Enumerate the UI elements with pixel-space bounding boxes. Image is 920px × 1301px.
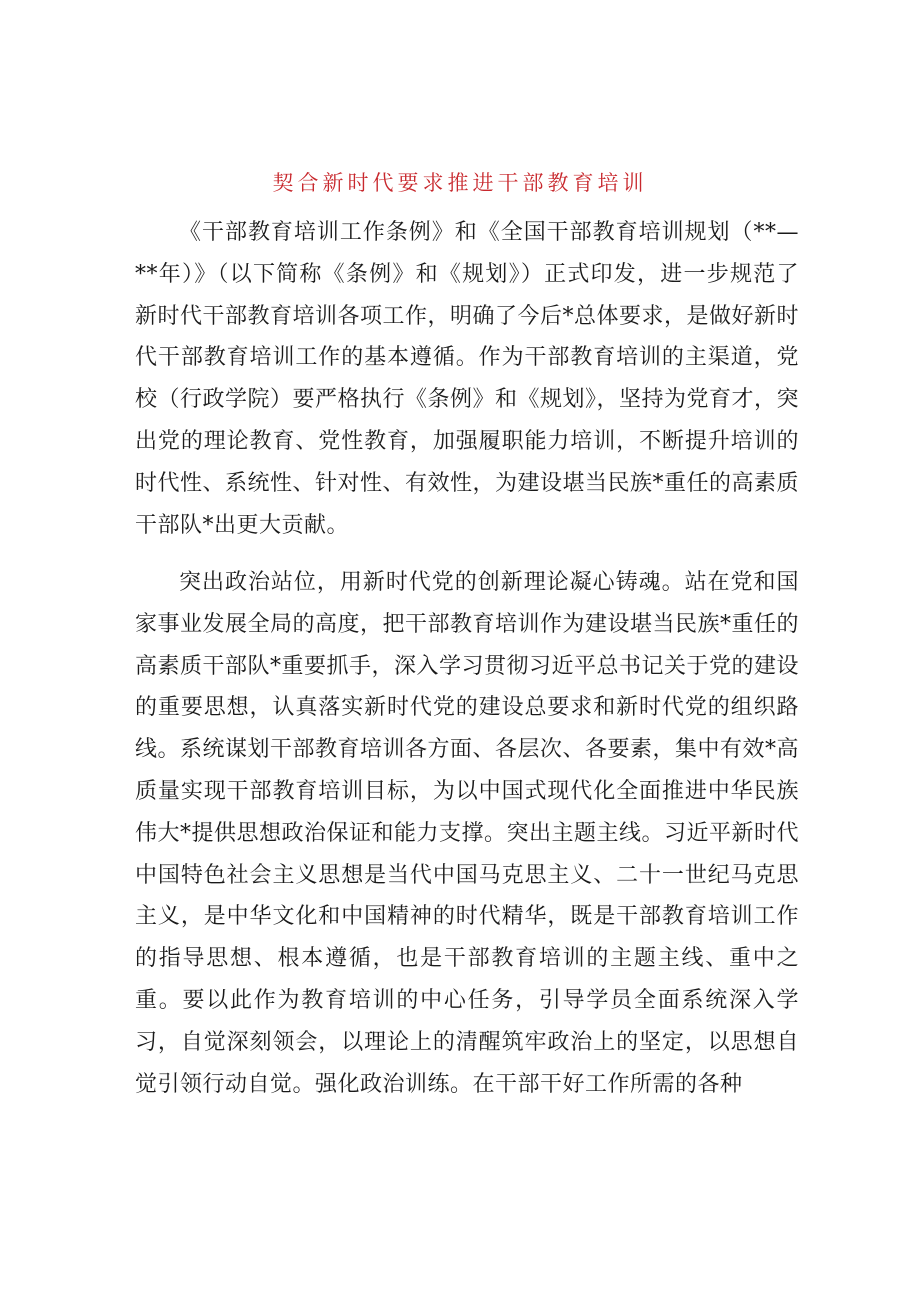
paragraph-intro: 《干部教育培训工作条例》和《全国干部教育培训规划（**—**年）》（以下简称《条例》和《规划》）正式印发，进一步规范了新时代干部教育培训各项工作，明确了今后*总体要求，是做好新时代干部教育培训工作的基本遵循。作为干部教育培训的主渠道，党校（行政学院）要严格执行《条例》和《规划》，坚持为党育才，突出党的理论教育、党性教育，加强履职能力培训，不断提升培训的时代性、系统性、针对性、有效性，为建设堪当民族*重任的高素质干部队*出更大贡献。 <box>135 220 800 538</box>
document-title: 契合新时代要求推进干部教育培训 <box>272 171 648 195</box>
paragraph-political-stance: 突出政治站位，用新时代党的创新理论凝心铸魂。站在党和国家事业发展全局的高度，把干部教育培训作为建设堪当民族*重任的高素质干部队*重要抓手，深入学习贯彻习近平总书记关于党的建设的重要思想，认真落实新时代党的建设总要求和新时代党的组织路线。系统谋划干部教育培训各方面、各层次、各要素，集中有效*高质量实现干部教育培训目标，为以中国式现代化全面推进中华民族伟大*提供思想政治保证和能力支撑。突出主题主线。习近平新时代中国特色社会主义思想是当代中国马克思主义、二十一世纪马克思主义，是中华文化和中国精神的时代精华，既是干部教育培训工作的指导思想、根本遵循，也是干部教育培训的主题主线、重中之重。要以此作为教育培训的中心任务，引导学员全面系统深入学习，自觉深刻领会，以理论上的清醒筑牢政治上的坚定，以思想自觉引领行动自觉。强化政治训练。在干部干好工作所需的各种 <box>135 570 800 1097</box>
